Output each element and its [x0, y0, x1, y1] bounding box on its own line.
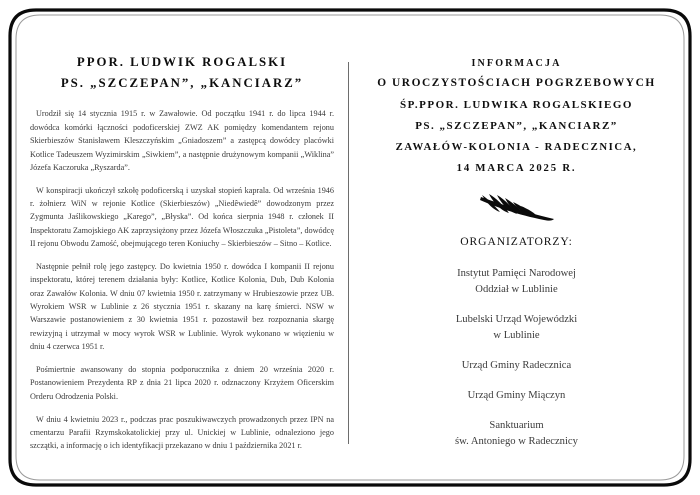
bio-paragraph: Urodził się 14 stycznia 1915 r. w Zawałowie. Od początku 1941 r. do lipca 1944 r. dowódca komórki łączności podoficerskiej ZWZ AK pomiędzy komendantem rejonu Skierbieszów Stanisławem Kleszczyńskim „Gniadoszem” a zastępcą dowódcy placówki Kotlice Tadeuszem Wyzimirskim „Siwkiem”, a następnie drużynowym kompanii „Wiklina” Józefa Kaczoruka „Ryszarda”.	[30, 109, 334, 172]
bio-paragraph: Następnie pełnił rolę jego zastępcy. Do kwietnia 1950 r. dowódca I kompanii II rejonu inspektoratu, której terenem działania były: Kotlice, Kotlice Kolonia, Dub, Dub Kolonia oraz Zawałów Kolonia. W dniu 07 kwietnia 1950 r. zatrzymany w Hrubieszowie przez UB. Wyrokiem WSR w Lublinie z 26 stycznia 1951 r. skazany na karę śmierci. NSW w Warszawie postanowieniem z 30 kwietnia 1951 r. pozostawił bez rozpoznania skargę rewizyjną i utrzymał w mocy wyrok WSR w Lublinie. Wyrok wykonano w więzieniu w dniu 4 czerwca 1951 r.	[30, 262, 334, 352]
bio-title-line-1: PPOR. LUDWIK ROGALSKI	[76, 55, 288, 69]
list-item	[365, 358, 668, 374]
organizer-line-1: Lubelski Urząd Wojewódzki	[455, 313, 578, 325]
bio-paragraph: Pośmiertnie awansowany do stopnia podporucznika z dniem 20 września 2020 r. Postanowieniem Prezydenta RP z dnia 21 lipca 2020 r. odznaczony Krzyżem Oficerskim Orderu Odrodzenia Polski.	[30, 365, 334, 401]
list-item	[365, 418, 668, 450]
list-item	[365, 266, 668, 298]
organizer-line-2: Oddział w Lublinie	[475, 283, 558, 295]
organizer-line-2: w Lublinie	[493, 329, 540, 341]
heading-line-6: 14 MARCA 2025 R.	[456, 162, 577, 175]
organizer-line-1: Urząd Gminy Radecznica	[461, 359, 572, 371]
organizers-label: ORGANIZATORZY:	[460, 234, 573, 248]
bio-title-line-2: PS. „SZCZEPAN”, „KANCIARZ”	[60, 75, 304, 90]
organizer-line-1: Urząd Gminy Miączyn	[467, 390, 566, 402]
organizers-list	[365, 266, 668, 451]
organizer-line-1: Sanktuarium	[489, 420, 544, 432]
bio-paragraph: W dniu 4 kwietniu 2023 r., podczas prac poszukiwawczych prowadzonych przez IPN na cmentarzu Parafii Rzymskokatolickiej przy ul. Unickiej w Lublinie, odnaleziono jego szczątki, a informację o ich identyfikacji przekazano w dniu 1 października 2021 r.	[30, 414, 334, 451]
announcement-heading	[365, 54, 668, 179]
heading-line-1: INFORMACJA	[471, 58, 562, 69]
biography-column	[26, 52, 348, 451]
heading-line-2: O UROCZYSTOŚCIACH POGRZEBOWYCH	[377, 77, 656, 90]
heading-line-5: ZAWAŁÓW-KOLONIA - RADECZNICA,	[395, 141, 638, 154]
page-title	[30, 52, 334, 93]
list-item	[365, 388, 668, 404]
palm-branch-icon	[478, 193, 556, 223]
organizer-line-2: św. Antoniego w Radecznicy	[455, 436, 578, 448]
heading-line-4: PS. „SZCZEPAN”, „KANCIARZ”	[415, 120, 618, 133]
bio-paragraph: W konspiracji ukończył szkołę podoficerską i uzyskał stopień kaprala. Od września 1946 r. żołnierz WiN w rejonie Kotlice (Skierbieszów) „Niedêwiedê” dowodzonym przez Zygmunta Jaślikowskiego „Karego”, „Błyska”. Od końca sierpnia 1948 r. członek II Inspektoratu Zamojskiego AK zaprzysiężony przez Józefa Włoszczuka „Pistoleta”, dowódcę II rejonu Obwodu Zamość, obejmującego teren Koniuchy – Skierbieszów – Sitno – Kotlice.	[30, 185, 334, 249]
heading-line-3: ŚP.PPOR. LUDWIKA ROGALSKIEGO	[400, 99, 633, 112]
organizer-line-1: Instytut Pamięci Narodowej	[457, 267, 576, 279]
announcement-column	[349, 52, 674, 451]
list-item	[365, 312, 668, 344]
